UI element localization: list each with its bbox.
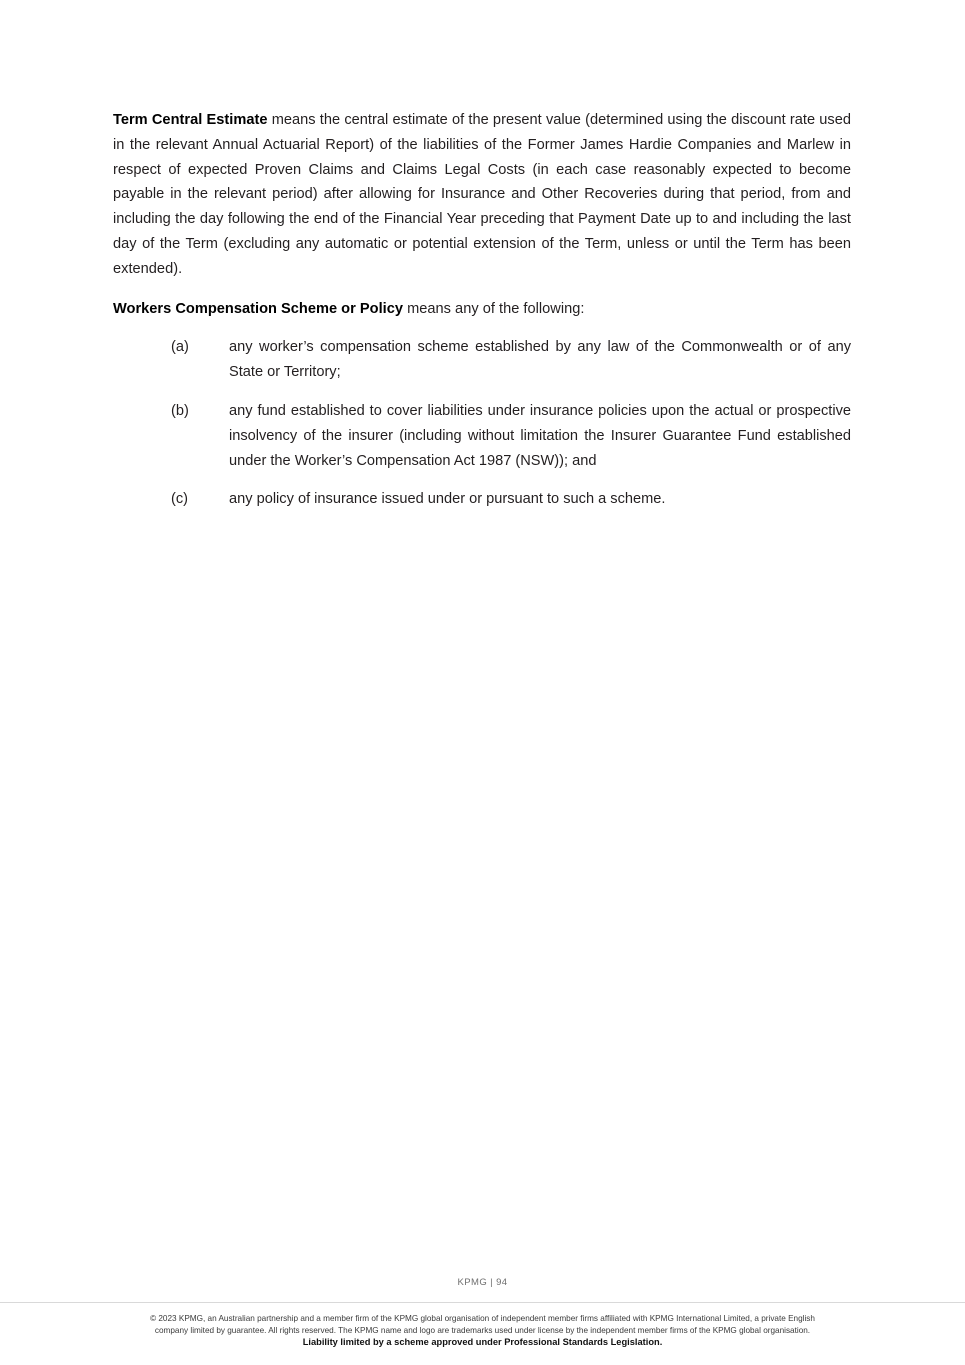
- list-item: [113, 335, 851, 385]
- list-item-text: any policy of insurance issued under or pursuant to such a scheme.: [229, 491, 666, 508]
- footer-divider: [0, 1302, 965, 1303]
- definition-term-label: Workers Compensation Scheme or Policy: [113, 300, 403, 317]
- page-footer: [0, 1277, 965, 1365]
- list-item-label: (a): [171, 339, 189, 356]
- list-item-text: any worker’s compensation scheme established by any law of the Commonwealth or of any State or Territory;: [229, 339, 851, 381]
- definition-term-label: Term Central Estimate: [113, 112, 268, 128]
- definition-term-text: means the central estimate of the present value (determined using the discount rate used in the relevant Annual Actuarial Report) of the liabilities of the Former James Hardie Companies and Marlew in respect of expected Proven Claims and Claims Legal Costs (in each case reasonably expected to become payable in the relevant period) after allowing for Insurance and Other Recoveries during that period, from and including the day following the end of the Financial Year preceding that Payment Date up to and including the last day of the Term (excluding any automatic or potential extension of the Term, unless or until the Term has been extended).: [113, 112, 852, 277]
- list-item-label: (b): [171, 402, 189, 419]
- footer-page-marker: KPMG | 94: [457, 1277, 508, 1288]
- list-item: [113, 399, 851, 473]
- list-item-text: any fund established to cover liabilities under insurance policies upon the actual or prospective insolvency of the insurer (including without limitation the Insurer Guarantee Fund established under the Worker’s Compensation Act 1987 (NSW)); and: [229, 402, 851, 469]
- definition-workers-compensation: [113, 297, 851, 322]
- list-item: [113, 487, 851, 512]
- definition-sub-list: [113, 335, 851, 512]
- footer-legal-line-1: © 2023 KPMG, an Australian partnership and a member firm of the KPMG global organisation of independent member firms affiliated with KPMG International Limited, a private English: [150, 1314, 815, 1323]
- document-body: [113, 108, 851, 512]
- definition-term-central-estimate: [113, 108, 851, 282]
- list-item-label: (c): [171, 491, 189, 508]
- definition-term-text: means any of the following:: [403, 300, 585, 317]
- footer-legal-line-2: company limited by guarantee. All rights reserved. The KPMG name and logo are trademarks used under license by the independent member firms of the KPMG global organisation.: [154, 1325, 811, 1335]
- footer-liability-line: Liability limited by a scheme approved under Professional Standards Legislation.: [302, 1337, 663, 1347]
